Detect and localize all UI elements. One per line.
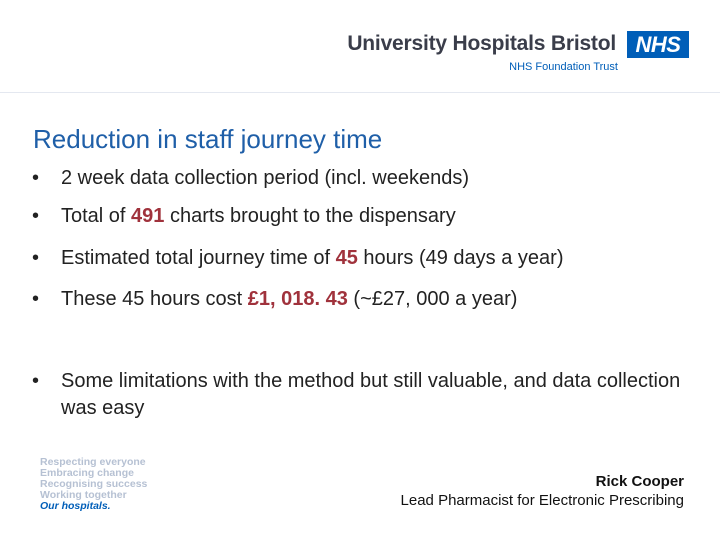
- bullet-text-pre: These 45 hours cost: [61, 288, 248, 310]
- bullet-text-post: charts brought to the dispensary: [164, 205, 456, 227]
- value-respecting: Respecting everyone: [40, 456, 146, 468]
- bullet-text: 2 week data collection period (incl. weekends): [61, 167, 469, 189]
- bullet-charts-total: [30, 203, 456, 230]
- charts-count-value: 491: [131, 205, 165, 227]
- trust-values: [40, 457, 147, 512]
- presenter-name: Rick Cooper: [595, 473, 684, 490]
- slide-title: Reduction in staff journey time: [33, 124, 383, 154]
- bullet-text-post: (~£27, 000 a year): [347, 288, 518, 310]
- presenter-role: Lead Pharmacist for Electronic Prescribing: [400, 492, 684, 509]
- bullet-cost: [30, 286, 517, 313]
- presenter-info: [401, 472, 684, 510]
- nhs-logo: NHS: [627, 31, 689, 58]
- value-recognising: Recognising success: [40, 478, 148, 490]
- bullet-journey-time: [30, 245, 563, 272]
- bullet-collection-period: [30, 165, 469, 192]
- value-embracing: Embracing change: [40, 467, 134, 479]
- journey-hours-value: 45: [335, 247, 358, 269]
- bullet-text-pre: Total of: [61, 205, 132, 227]
- bullet-text-post: hours (49 days a year): [357, 247, 564, 269]
- header-divider: [0, 92, 720, 93]
- value-working: Working together: [40, 489, 127, 501]
- bullet-limitations: [30, 368, 681, 422]
- bullet-text-pre: Estimated total journey time of: [61, 247, 336, 269]
- bullet-text: Some limitations with the method but still valuable, and data collection was easy: [61, 370, 681, 419]
- organisation-name: University Hospitals Bristol: [347, 32, 616, 55]
- value-our-hospitals: Our hospitals.: [40, 500, 111, 512]
- cost-value: £1, 018. 43: [247, 288, 348, 310]
- organisation-subtitle: NHS Foundation Trust: [509, 61, 618, 73]
- header-bar: [0, 0, 720, 92]
